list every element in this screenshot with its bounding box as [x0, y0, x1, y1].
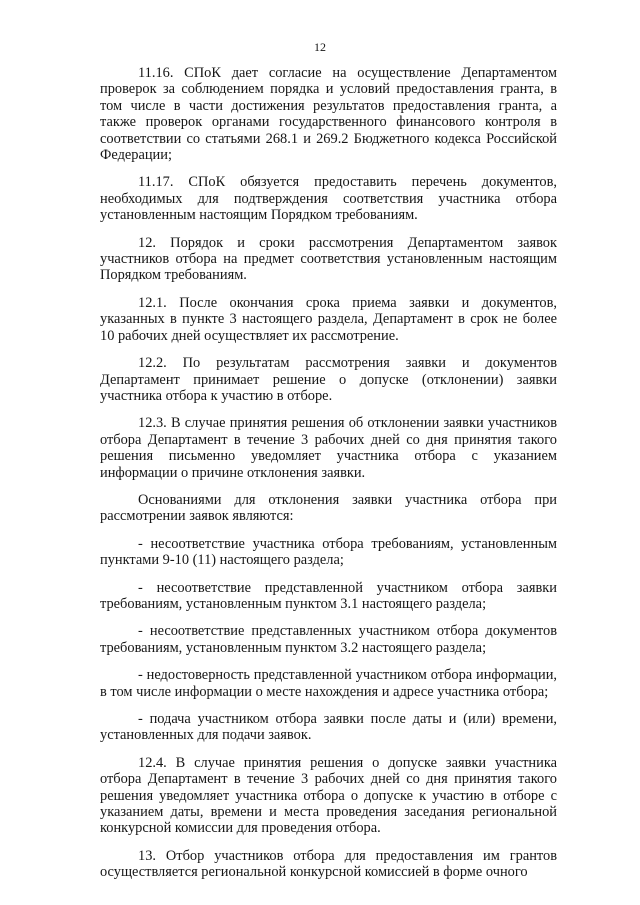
list-item-ground-3: - несоответствие представленных участником отбора документов требованиям, установленным пунктом 3.2 настоящего раздела;: [100, 623, 557, 656]
list-item-ground-4: - недостоверность представленной участником отбора информации, в том числе информации о месте нахождения и адресе участника отбора;: [100, 667, 557, 700]
document-body: [100, 65, 557, 881]
paragraph-rejection-grounds: Основаниями для отклонения заявки участника отбора при рассмотрении заявок являются:: [100, 491, 557, 525]
paragraph-12-3: 12.3. В случае принятия решения об отклонении заявки участников отбора Департамент в течение 3 рабочих дней со дня принятия такого решения письменно уведомляет участника отбора с указанием информации о причине отклонения заявки.: [100, 415, 557, 481]
paragraph-12: 12. Порядок и сроки рассмотрения Департаментом заявок участников отбора на предмет соответствия установленным настоящим Порядком требованиям.: [100, 234, 557, 284]
list-item-ground-1: - несоответствие участника отбора требованиям, установленным пунктами 9-10 (11) настоящего раздела;: [100, 535, 557, 569]
paragraph-12-2: 12.2. По результатам рассмотрения заявки и документов Департамент принимает решение о допуске (отклонении) заявки участника отбора к участию в отборе.: [100, 355, 557, 404]
paragraph-12-1: 12.1. После окончания срока приема заявки и документов, указанных в пункте 3 настоящего раздела, Департамент в срок не более 10 рабочих дней осуществляет их рассмотрение.: [100, 294, 557, 344]
paragraph-11-17: 11.17. СПоК обязуется предоставить перечень документов, необходимых для подтверждения соответствия участника отбора установленным настоящим Порядком требованиям.: [100, 174, 557, 224]
list-item-ground-2: - несоответствие представленной участником отбора заявки требованиям, установленным пунктом 3.1 настоящего раздела;: [100, 579, 557, 612]
page-number: 12: [314, 40, 326, 54]
paragraph-13: 13. Отбор участников отбора для предоставления им грантов осуществляется региональной конкурсной комиссией в форме очного: [100, 847, 557, 881]
paragraph-11-16: 11.16. СПоК дает согласие на осуществление Департаментом проверок за соблюдением порядка и условий предоставления гранта, в том числе в части достижения результатов предоставления гранта, а также проверок органами государственного финансового контроля в соответствии со статьями 268.1 и 269.2 Бюджетного кодекса Российской Федерации;: [100, 65, 557, 164]
list-item-ground-5: - подача участником отбора заявки после даты и (или) времени, установленных для подачи заявок.: [100, 711, 557, 744]
paragraph-12-4: 12.4. В случае принятия решения о допуске заявки участника отбора Департамент в течение 3 рабочих дней со дня принятия такого решения уведомляет участника отбора о допуске к участию в отборе с указанием даты, времени и места проведения заседания региональной конкурсной комиссии для проведения отбора.: [100, 754, 557, 837]
